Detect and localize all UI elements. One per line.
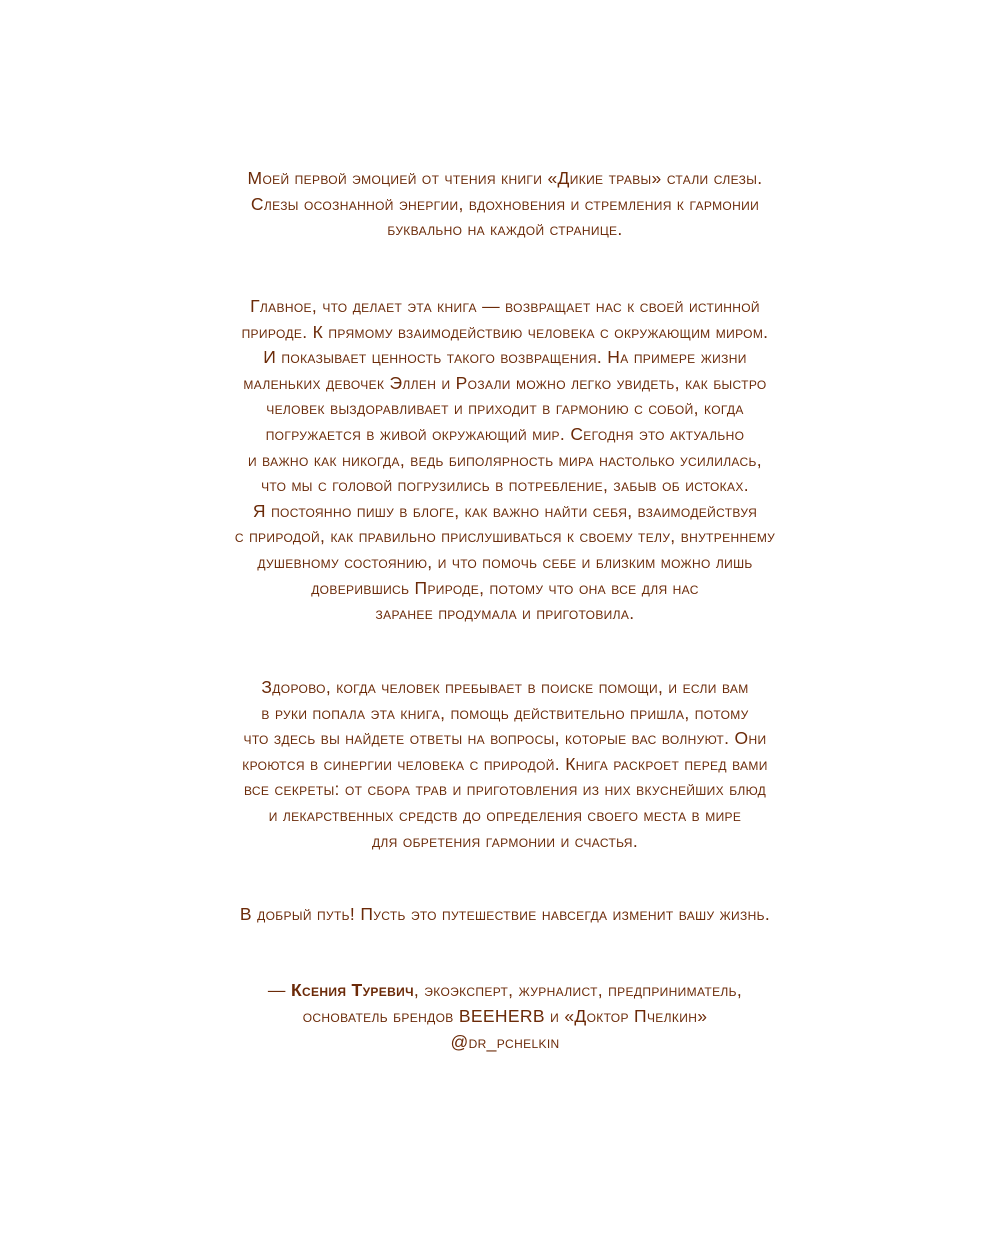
text-line: что здесь вы найдете ответы на вопросы, которые вас волнуют. Они — [243, 728, 767, 749]
paragraph-first-emotion — [120, 166, 890, 243]
text-line: с природой, как правильно прислушиваться к своему телу, внутреннему — [234, 526, 776, 547]
signature-block — [120, 977, 890, 1055]
text-line: доверившись Природе, потому что она все для нас — [311, 577, 699, 598]
signature-dash: — — [267, 980, 291, 1000]
author-roles: , экоэксперт, журналист, предприниматель, — [413, 980, 743, 1000]
text-line: и важно как никогда, ведь биполярность мира настолько усилилась, — [248, 449, 762, 470]
text-line: для обретения гармонии и счастья. — [371, 830, 639, 851]
text-line: Я постоянно пишу в блоге, как важно найти себя, взаимодействуя — [252, 500, 758, 521]
text-line: Слезы осознанной энергии, вдохновения и стремления к гармонии — [250, 193, 760, 214]
text-line: природе. К прямому взаимодействию человека с окружающим миром. — [241, 321, 769, 342]
paragraph-good-journey — [120, 902, 890, 928]
text-line: заранее продумала и приготовила. — [375, 603, 635, 624]
paragraph-help-found — [120, 675, 890, 854]
text-line: В добрый путь! Пусть это путешествие навсегда изменит вашу жизнь. — [239, 904, 771, 924]
text-line: что мы с головой погрузились в потребление, забыв об истоках. — [261, 475, 749, 496]
text-line: Главное, что делает эта книга — возвращает нас к своей истинной — [250, 296, 760, 316]
author-handle: @dr_pchelkin — [450, 1032, 560, 1052]
signature-line-2: основатель брендов BEEHERB и «Доктор Пчелкин» — [302, 1006, 708, 1026]
text-line: буквально на каждой странице. — [387, 219, 623, 240]
text-line: в руки попала эта книга, помощь действительно пришла, потому — [261, 702, 749, 723]
signature-line-1 — [120, 977, 890, 1003]
text-line: кроются в синергии человека с природой. Книга раскроет перед вами — [242, 753, 768, 774]
text-line: маленьких девочек Эллен и Розали можно легко увидеть, как быстро — [243, 372, 767, 393]
text-line: все секреты: от сбора трав и приготовления из них вкуснейших блюд — [243, 779, 767, 800]
text-line: И показывает ценность такого возвращения. На примере жизни — [263, 347, 747, 368]
text-line: душевному состоянию, и что помочь себе и близким можно лишь — [257, 551, 753, 572]
paragraph-main-idea — [120, 294, 890, 627]
text-line: и лекарственных средств до определения своего места в мире — [268, 804, 742, 825]
author-name: Ксения Туревич — [290, 980, 414, 1000]
text-line: человек выздоравливает и приходит в гармонию с собой, когда — [266, 398, 744, 419]
text-line: Моей первой эмоцией от чтения книги «Дикие травы» стали слезы. — [247, 168, 763, 188]
text-line: Здорово, когда человек пребывает в поиске помощи, и если вам — [261, 677, 749, 697]
text-line: погружается в живой окружающий мир. Сегодня это актуально — [265, 423, 745, 444]
